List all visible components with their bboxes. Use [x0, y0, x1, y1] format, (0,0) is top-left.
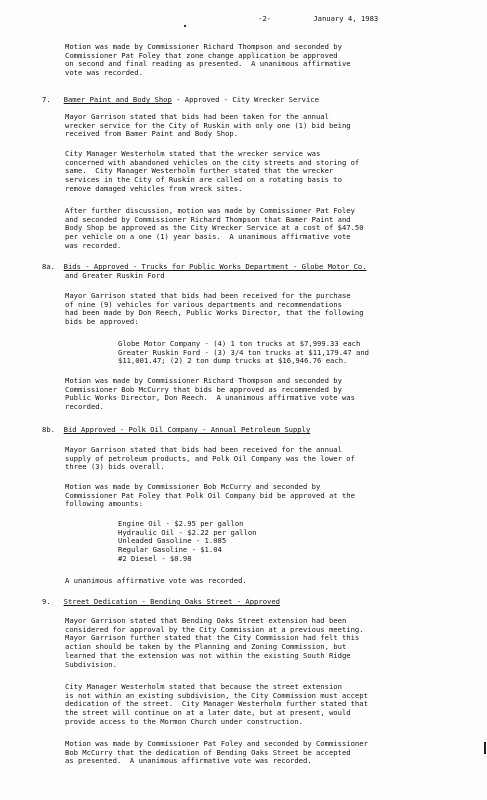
- price-list-8b: Engine Oil - $2.95 per gallon Hydraulic Oil - $2.22 per gallon Unleaded Gasoline - 1.085 Regular Gasoline - $1.04 #2 Diesel - $0.98: [118, 519, 257, 563]
- item-title: Bamer Paint and Body Shop: [63, 95, 172, 104]
- paragraph-8b-2: Motion was made by Commissioner Bob McCurry and seconded by Commissioner Pat Foley that Polk Oil Company bid be approved at the following amounts:: [65, 482, 355, 509]
- item-8a-heading-line2: and Greater Ruskin Ford: [65, 271, 165, 280]
- item-7-heading: [42, 96, 319, 105]
- header-date: January 4, 1983: [313, 14, 379, 23]
- paragraph-9a: Mayor Garrison stated that Bending Oaks Street extension had been considered for approval by the City Commission at a previous meeting. Mayor Garrison further stated that the City Commission had felt this action should be taken by the Planning and Zoning Commission, but learned that the extension was not within the existing South Ridge Subdivision.: [65, 616, 364, 669]
- item-number: 9.: [42, 597, 51, 606]
- item-9-heading: [42, 598, 280, 607]
- paragraph-7b: City Manager Westerholm stated that the wrecker service was concerned with abandoned vehicles on the city streets and storing of same. City Manager Westerholm further stated that the wrecker services in the City of Ruskin are called on a rotating basis to remove damaged vehicles from wreck sites.: [65, 149, 360, 193]
- paragraph-7c: After further discussion, motion was made by Commissioner Pat Foley and seconded by Commissioner Richard Thompson that Bamer Paint and Body Shop be approved as the City Wrecker Service at a cost of $47.50 per vehicle on a one (1) year basis. A unanimous affirmative vote was recorded.: [65, 206, 364, 250]
- paragraph-8a-3: Motion was made by Commissioner Richard Thompson and seconded by Commissioner Bob McCurry that bids be approved as recommended by Public Works Director, Don Reech. A unanimous affirmative vote was recorded.: [65, 376, 355, 412]
- paragraph-9c: Motion was made by Commissioner Pat Foley and seconded by Commissioner Bob McCurry that the dedication of Bending Oaks Street be accepted as presented. A unanimous affirmative vote was recorded.: [65, 739, 368, 766]
- item-status: - Approved - City Wrecker Service: [171, 95, 319, 104]
- item-number: 8a.: [42, 262, 55, 271]
- item-title: Bids - Approved - Trucks for Public Works Department - Globe Motor Co.: [63, 262, 367, 271]
- bid-list-8a: Globe Motor Company - (4) 1 ton trucks at $7,999.33 each Greater Ruskin Ford - (3) 3/4 ton trucks at $11,179.47 and $11,001.47; (2) 2 ton dump trucks at $16,946.76 each.: [118, 339, 369, 366]
- paragraph-8b-4: A unanimous affirmative vote was recorded.: [65, 576, 247, 585]
- margin-mark: [484, 742, 486, 754]
- item-8b-heading: [42, 426, 310, 435]
- item-title: Street Dedication - Bending Oaks Street - Approved: [63, 597, 281, 606]
- page-number: -2-: [258, 14, 271, 23]
- paragraph-9b: City Manager Westerholm stated that because the street extension is not within an existing subdivision, the City Commission must accept dedication of the street. City Manager Westerholm further stated that the street will continue on at a later date, but at present, would provide access to the Mormon Church under construction.: [65, 682, 368, 726]
- item-title: Bid Approved - Polk Oil Company - Annual Petroleum Supply: [63, 425, 311, 434]
- item-number: 7.: [42, 95, 51, 104]
- speck: [184, 25, 186, 27]
- page-header: [258, 14, 378, 23]
- paragraph-8a-1: Mayor Garrison stated that bids had been received for the purchase of nine (9) vehicles for various departments and recommendations had been made by Don Reech, Public Works Director, that the following bids be approved:: [65, 291, 364, 327]
- paragraph-zone-change-motion: Motion was made by Commissioner Richard Thompson and seconded by Commissioner Pat Foley that zone change application be approved on second and final reading as presented. A unanimous affirmative vote was recorded.: [65, 42, 351, 78]
- paragraph-8b-1: Mayor Garrison stated that bids had been received for the annual supply of petroleum products, and Polk Oil Company was the lower of three (3) bids overall.: [65, 445, 355, 472]
- paragraph-7a: Mayor Garrison stated that bids had been taken for the annual wrecker service for the City of Ruskin with only one (1) bid being received from Bamer Paint and Body Shop.: [65, 112, 351, 139]
- item-number: 8b.: [42, 425, 55, 434]
